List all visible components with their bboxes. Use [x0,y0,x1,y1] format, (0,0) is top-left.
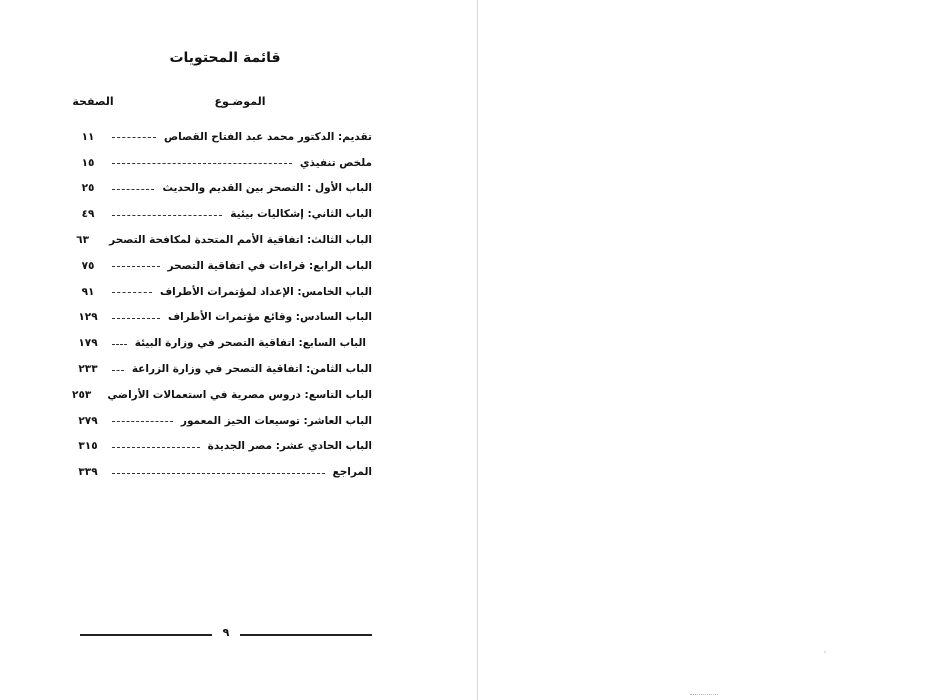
toc-entry-label: ملخص تنفيذي [299,156,372,169]
dash-leader [112,318,160,319]
toc-entry [72,124,372,150]
toc-entry-page: ٣١٥ [78,440,98,453]
toc-entry-label: الباب الثاني: إشكاليات بيئية [230,208,372,221]
page-footer [80,626,372,642]
dash-leader [112,215,222,216]
toc-entry-label: الباب الثامن: اتفاقية التصحر في وزارة الزراعة [131,363,372,376]
subject-column-header: الموضـوع [214,95,266,108]
toc-entry [72,201,372,227]
toc-entry-page: ٦٣ [76,234,89,247]
scan-speck [824,651,826,653]
toc-entry-label: الباب الخامس: الإعداد لمؤتمرات الأطراف [159,285,372,298]
dash-leader [112,163,292,164]
footer-rule-right [240,634,372,636]
toc-entry [72,330,372,356]
toc-entry [72,279,372,305]
toc-entry [72,150,372,176]
toc-entry-page: ٤٩ [81,208,95,221]
dash-leader [112,137,156,138]
toc-entry-page: ١٢٩ [78,311,98,324]
dash-leader [112,370,124,371]
toc-entry [72,434,372,460]
scan-artifact [690,694,718,697]
toc-entry-page: ١١ [81,130,95,143]
dash-leader [112,344,127,345]
footer-rule-left [80,634,212,636]
toc-list [72,124,372,485]
toc-entry [72,459,372,485]
toc-entry-label: الباب الحادي عشر: مصر الجديدة [207,440,372,453]
toc-entry-page: ٢٣٣ [78,363,98,376]
dash-leader [112,292,152,293]
toc-entry-label: تقديم: الدكتور محمد عبد الفتاح القصاص [164,130,372,143]
toc-entry-page: ٢٥٣ [72,388,92,401]
toc-entry-page: ٩١ [81,285,95,298]
toc-entry [72,356,372,382]
toc-entry [72,382,372,408]
toc-entry-label: الباب الثالث: اتفاقية الأمم المتحدة لمكافحة التصحر [109,234,372,247]
toc-entry-label: الباب السادس: وقائع مؤتمرات الأطراف [167,311,372,324]
toc-entry-page: ٣٣٩ [78,466,98,479]
toc-entry-label: المراجع [332,466,372,479]
toc-entry-label: الباب التاسع: دروس مصرية في استعمالات الأراضي [107,388,372,401]
right-page [478,0,950,700]
toc-title: قائمة المحتويات [169,50,281,66]
dash-leader [112,473,325,474]
toc-entry-label: الباب السابع: اتفاقية التصحر في وزارة البيئة [134,337,366,350]
toc-entry [72,227,372,253]
page-number: ٩ [222,626,230,639]
toc-entry-label: الباب الرابع: قراءات في اتفاقية التصحر [167,259,372,272]
toc-entry [72,408,372,434]
dash-leader [112,447,200,448]
toc-entry-page: ٢٧٩ [78,414,98,427]
toc-entry-label: الباب العاشر: توسيعات الحيز المعمور [180,414,372,427]
dash-leader [112,266,160,267]
toc-entry-label: الباب الأول : التصحر بين القديم والحديث [162,182,372,195]
toc-entry-page: ١٧٩ [78,337,98,350]
toc-entry-page: ١٥ [81,156,95,169]
toc-entry-page: ٢٥ [81,182,95,195]
page-column-header: الصفحة [72,95,114,108]
toc-entry-page: ٧٥ [81,259,95,272]
toc-entry [72,253,372,279]
dash-leader [112,189,154,190]
toc-entry [72,305,372,331]
toc-entry [72,176,372,202]
dash-leader [112,421,173,422]
